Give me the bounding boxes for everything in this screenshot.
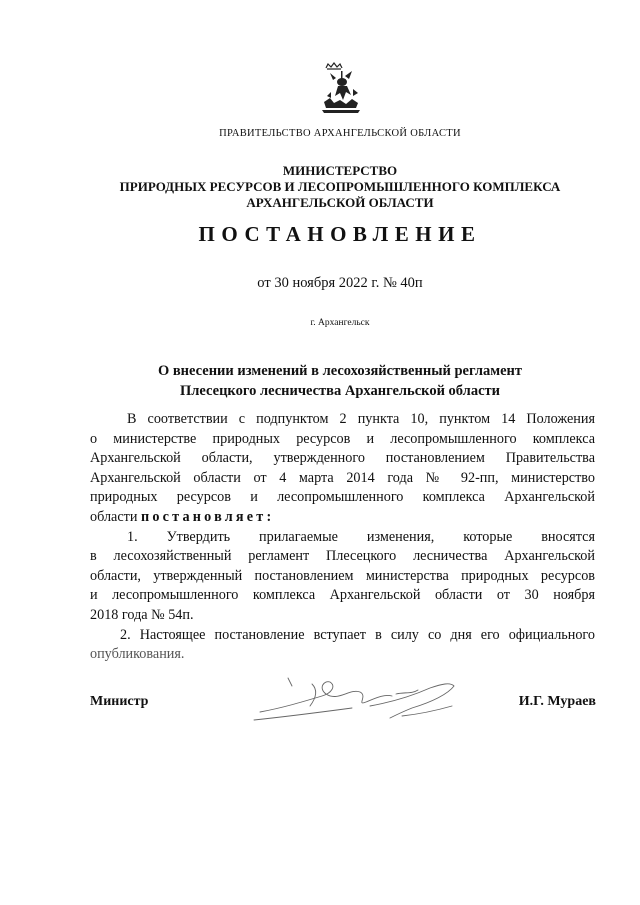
body-line: опубликования. xyxy=(90,646,185,663)
city: г. Архангельск xyxy=(310,318,370,328)
document-type-title: ПОСТАНОВЛЕНИЕ xyxy=(198,222,482,246)
subject-line: О внесении изменений в лесохозяйственный регламент xyxy=(157,363,523,379)
signatory-role: Министр xyxy=(90,694,149,709)
body-line: в лесохозяйственный регламент Плесецкого лесничества Архангельской xyxy=(90,548,595,565)
decree-word: постановляет: xyxy=(140,508,275,525)
preamble-ending: области xyxy=(90,508,141,525)
signatory-name: И.Г. Мураев xyxy=(518,694,596,709)
coat-of-arms-emblem xyxy=(316,62,366,118)
government-header: ПРАВИТЕЛЬСТВО АРХАНГЕЛЬСКОЙ ОБЛАСТИ xyxy=(219,128,461,139)
body-line: области, утвержденный постановлением министерства природных ресурсов xyxy=(90,567,595,584)
body-line: и лесопромышленного комплекса Архангельской области от 30 ноября xyxy=(90,587,595,604)
ministry-line: МИНИСТЕРСТВО xyxy=(282,163,398,178)
handwritten-signature xyxy=(252,672,462,724)
ministry-header xyxy=(0,163,640,211)
ministry-line: АРХАНГЕЛЬСКОЙ ОБЛАСТИ xyxy=(246,195,434,210)
ministry-line: ПРИРОДНЫХ РЕСУРСОВ И ЛЕСОПРОМЫШЛЕННОГО КОМПЛЕКСА xyxy=(119,179,561,194)
body-line: В соответствии с подпунктом 2 пункта 10, пунктом 14 Положения xyxy=(127,411,595,427)
body-line: природных ресурсов и лесопромышленного комплекса Архангельской xyxy=(90,489,595,506)
document-body xyxy=(90,410,595,665)
body-line: 1. Утвердить прилагаемые изменения, которые вносятся xyxy=(127,528,595,545)
subject-line: Плесецкого лесничества Архангельской области xyxy=(180,383,500,399)
body-line: 2018 года № 54п. xyxy=(90,606,194,623)
body-line: 2. Настоящее постановление вступает в силу со дня его официального xyxy=(120,626,595,643)
body-line: Архангельской области, утвержденного постановлением Правительства xyxy=(90,450,595,467)
body-line xyxy=(90,508,595,528)
body-line: Архангельской области от 4 марта 2014 года № 92-пп, министерство xyxy=(90,469,595,486)
body-line: о министерстве природных ресурсов и лесопромышленного комплекса xyxy=(90,430,595,447)
date-number: от 30 ноября 2022 г. № 40п xyxy=(257,275,423,291)
document-subject xyxy=(0,361,640,401)
